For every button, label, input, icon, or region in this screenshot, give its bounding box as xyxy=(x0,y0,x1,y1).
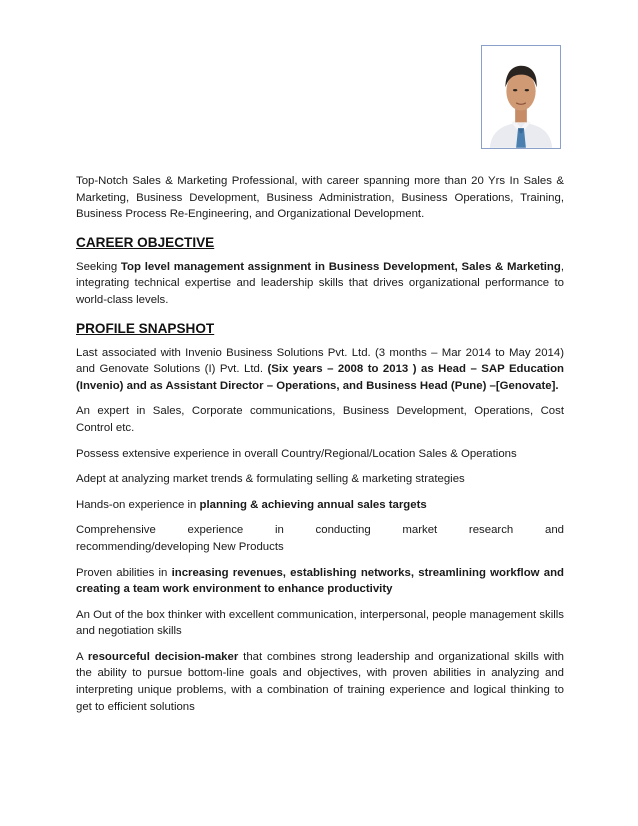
portrait-image xyxy=(482,46,560,148)
profile-item-market-research: Comprehensive experience in conducting market research and recommending/developing New Products xyxy=(76,524,564,553)
profile-item-sales-targets: Hands-on experience in planning & achieving annual sales targets xyxy=(76,498,427,511)
summary-paragraph: Top-Notch Sales & Marketing Professional, with career spanning more than 20 Yrs In Sales & Marketing, Business Development, Business Administration, Business Operations, Training, Business Process Re-Engineering, and Organizational Development. xyxy=(76,175,564,221)
profile-photo xyxy=(481,45,561,149)
profile-snapshot-heading: PROFILE SNAPSHOT xyxy=(76,320,215,336)
profile-item-revenues: Proven abilities in increasing revenues, establishing networks, streamlining workflow and creating a team work environment to enhance productivity xyxy=(76,566,564,596)
profile-item-market-trends: Adept at analyzing market trends & formulating selling & marketing strategies xyxy=(76,473,465,486)
profile-item-last-associated: Last associated with Invenio Business Solutions Pvt. Ltd. (3 months – Mar 2014 to May 2014) and Genovate Solutions (I) Pvt. Ltd. (Six years – 2008 to 2013 ) as Head – SAP Education (Invenio) and as Assistant Director – Operations, and Business Head (Pune) –[Genovate]. xyxy=(76,346,564,392)
profile-item-decision-maker: A resourceful decision-maker that combines strong leadership and organizational skills with the ability to pursue bottom-line goals and objectives, with proven abilities in analyzing and interpreting unique problems, with a combination of training experience and logical thinking to get to efficient solutions xyxy=(76,650,564,713)
resume-body xyxy=(76,173,564,724)
profile-item-expertise: An expert in Sales, Corporate communications, Business Development, Operations, Cost Control etc. xyxy=(76,405,564,434)
profile-item-thinker: An Out of the box thinker with excellent communication, interpersonal, people management skills and negotiation skills xyxy=(76,608,564,638)
career-objective-text: Seeking Top level management assignment in Business Development, Sales & Marketing, integrating technical expertise and leadership skills that drives organizational performance to world-class levels. xyxy=(76,260,564,306)
career-objective-heading: CAREER OBJECTIVE xyxy=(76,234,215,250)
profile-item-experience: Possess extensive experience in overall Country/Regional/Location Sales & Operations xyxy=(76,447,517,460)
